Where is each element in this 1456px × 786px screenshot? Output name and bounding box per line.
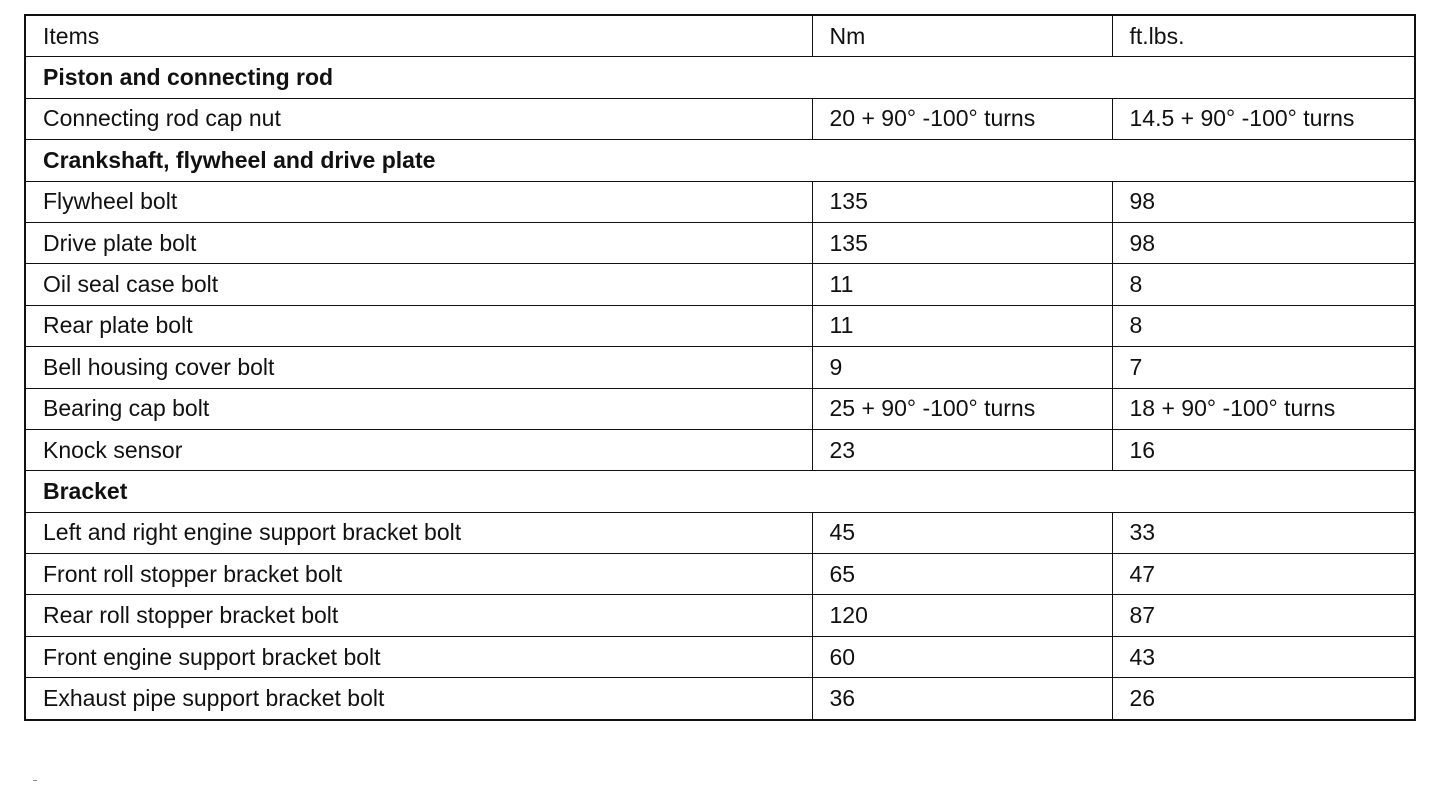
ftlbs-value-cell: 87 [1112, 595, 1415, 636]
table-row [25, 181, 1415, 222]
ftlbs-value-cell: 7 [1112, 347, 1415, 388]
table-row [25, 429, 1415, 470]
item-name-cell: Knock sensor [25, 429, 812, 470]
table-row [25, 305, 1415, 346]
item-name-cell: Rear plate bolt [25, 305, 812, 346]
section-row [25, 140, 1415, 181]
table-row [25, 222, 1415, 263]
item-name-cell: Left and right engine support bracket bolt [25, 512, 812, 553]
nm-value-cell: 9 [812, 347, 1112, 388]
ftlbs-value-cell: 98 [1112, 222, 1415, 263]
nm-value-cell: 60 [812, 636, 1112, 677]
item-name-cell: Connecting rod cap nut [25, 98, 812, 139]
ftlbs-value-cell: 47 [1112, 554, 1415, 595]
table-row [25, 636, 1415, 677]
header-nm: Nm [812, 15, 1112, 57]
header-items: Items [25, 15, 812, 57]
item-name-cell: Bearing cap bolt [25, 388, 812, 429]
item-name-cell: Exhaust pipe support bracket bolt [25, 678, 812, 720]
table-row [25, 347, 1415, 388]
ftlbs-value-cell: 98 [1112, 181, 1415, 222]
item-name-cell: Front engine support bracket bolt [25, 636, 812, 677]
nm-value-cell: 135 [812, 181, 1112, 222]
nm-value-cell: 25 + 90° -100° turns [812, 388, 1112, 429]
item-name-cell: Front roll stopper bracket bolt [25, 554, 812, 595]
nm-value-cell: 45 [812, 512, 1112, 553]
ftlbs-value-cell: 14.5 + 90° -100° turns [1112, 98, 1415, 139]
nm-value-cell: 11 [812, 264, 1112, 305]
nm-value-cell: 36 [812, 678, 1112, 720]
item-name-cell: Oil seal case bolt [25, 264, 812, 305]
table-row [25, 595, 1415, 636]
section-title: Piston and connecting rod [25, 57, 1415, 98]
item-name-cell: Flywheel bolt [25, 181, 812, 222]
nm-value-cell: 135 [812, 222, 1112, 263]
section-title: Crankshaft, flywheel and drive plate [25, 140, 1415, 181]
item-name-cell: Drive plate bolt [25, 222, 812, 263]
nm-value-cell: 20 + 90° -100° turns [812, 98, 1112, 139]
ftlbs-value-cell: 8 [1112, 264, 1415, 305]
ftlbs-value-cell: 8 [1112, 305, 1415, 346]
section-title: Bracket [25, 471, 1415, 512]
nm-value-cell: 11 [812, 305, 1112, 346]
table-row [25, 388, 1415, 429]
table-body [25, 15, 1415, 720]
nm-value-cell: 65 [812, 554, 1112, 595]
ftlbs-value-cell: 18 + 90° -100° turns [1112, 388, 1415, 429]
ftlbs-value-cell: 33 [1112, 512, 1415, 553]
ftlbs-value-cell: 43 [1112, 636, 1415, 677]
ftlbs-value-cell: 26 [1112, 678, 1415, 720]
table-row [25, 264, 1415, 305]
torque-spec-table [24, 14, 1416, 721]
table-row [25, 554, 1415, 595]
item-name-cell: Rear roll stopper bracket bolt [25, 595, 812, 636]
scan-artifact [33, 780, 37, 781]
table-row [25, 512, 1415, 553]
header-ftlbs: ft.lbs. [1112, 15, 1415, 57]
nm-value-cell: 23 [812, 429, 1112, 470]
nm-value-cell: 120 [812, 595, 1112, 636]
section-row [25, 471, 1415, 512]
ftlbs-value-cell: 16 [1112, 429, 1415, 470]
table-row [25, 678, 1415, 720]
section-row [25, 57, 1415, 98]
item-name-cell: Bell housing cover bolt [25, 347, 812, 388]
table-row [25, 98, 1415, 139]
table-header-row [25, 15, 1415, 57]
